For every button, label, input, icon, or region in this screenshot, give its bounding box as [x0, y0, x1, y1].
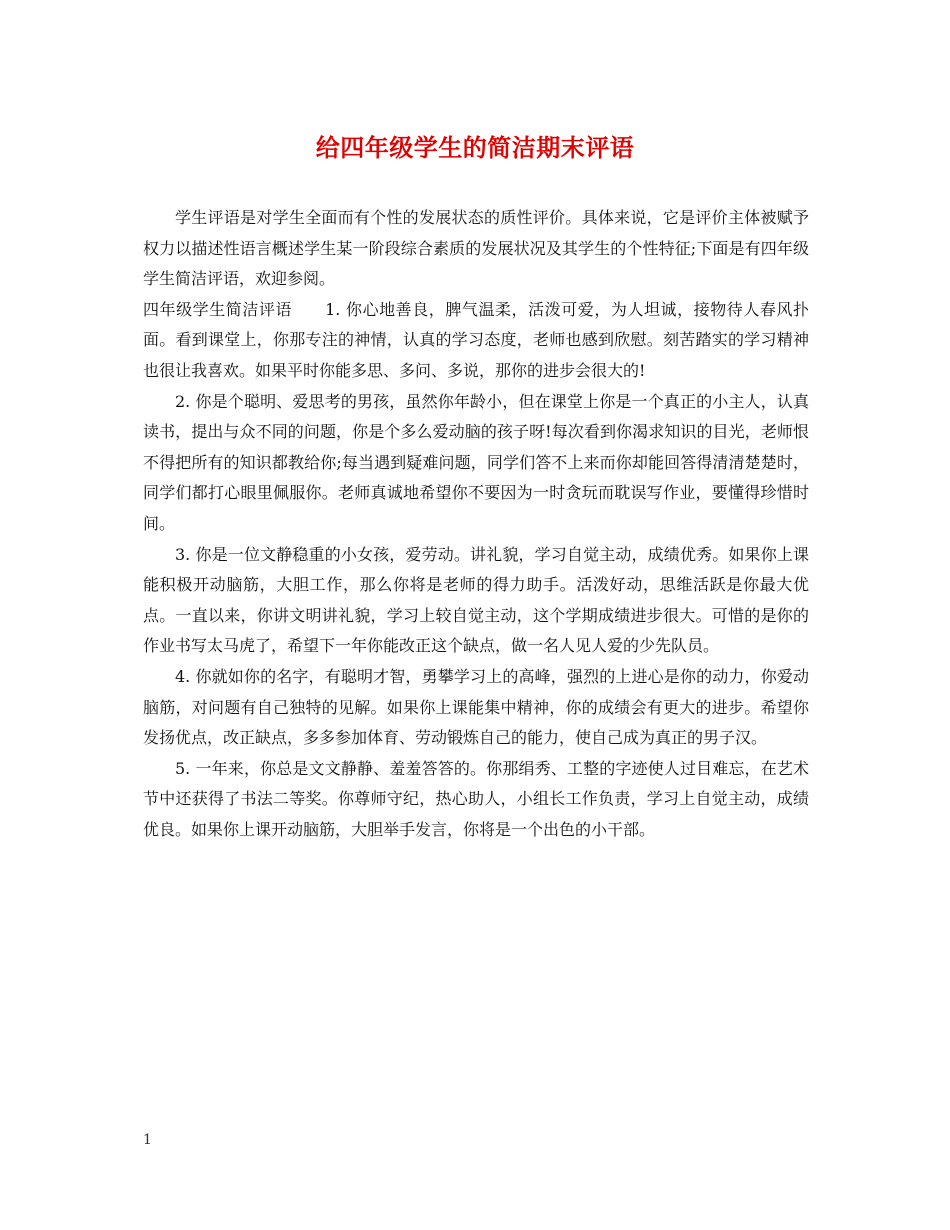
comment-paragraph-3: 3. 你是一位文静稳重的小女孩，爱劳动。讲礼貌，学习自觉主动，成绩优秀。如果你上课能积极开动脑筋，大胆工作，那么你将是老师的得力助手。活泼好动，思维活跃是你最大优点。一直以来，你讲文明讲礼貌，学习上较自觉主动，这个学期成绩进步很大。可惜的是你的作业书写太马虎了，希望下一年你能改正这个缺点，做一名人见人爱的少先队员。: [143, 544, 809, 656]
comment-paragraph-2: 2. 你是个聪明、爱思考的男孩，虽然你年龄小，但在课堂上你是一个真正的小主人，认真读书，提出与众不同的问题，你是个多么爱动脑的孩子呀!每次看到你渴求知识的目光，老师恨不得把所有的知识都教给你;每当遇到疑难问题，同学们答不上来而你却能回答得清清楚楚时，同学们都打心眼里佩服你。老师真诚地希望你不要因为一时贪玩而耽误写作业，要懂得珍惜时间。: [143, 391, 809, 533]
comment-paragraph-4: 4. 你就如你的名字，有聪明才智，勇攀学习上的高峰，强烈的上进心是你的动力，你爱动脑筋，对问题有自己独特的见解。如果你上课能集中精神，你的成绩会有更大的进步。希望你发扬优点，改正缺点，多多参加体育、劳动锻炼自己的能力，使自己成为真正的男子汉。: [143, 666, 809, 748]
intro-paragraph: 学生评语是对学生全面而有个性的发展状态的质性评价。具体来说，它是评价主体被赋予权力以描述性语言概述学生某一阶段综合素质的发展状况及其学生的个性特征;下面是有四年级学生简洁评语，欢迎参阅。: [143, 208, 809, 289]
document-body: [143, 203, 809, 845]
comment-paragraph-5: 5. 一年来，你总是文文静静、羞羞答答的。你那绢秀、工整的字迹使人过目难忘，在艺术节中还获得了书法二等奖。你尊师守纪，热心助人，小组长工作负责，学习上自觉主动，成绩优良。如果你上课开动脑筋，大胆举手发言，你将是一个出色的小干部。: [143, 758, 809, 839]
comment-paragraph-1: 四年级学生简洁评语 1. 你心地善良，脾气温柔，活泼可爱，为人坦诚，接物待人春风扑面。看到课堂上，你那专注的神情，认真的学习态度，老师也感到欣慰。刻苦踏实的学习精神也很让我喜欢。如果平时你能多思、多问、多说，那你的进步会很大的!: [143, 299, 809, 380]
page-title: 给四年级学生的简洁期末评语: [315, 133, 635, 162]
page-number: 1: [143, 1132, 152, 1148]
